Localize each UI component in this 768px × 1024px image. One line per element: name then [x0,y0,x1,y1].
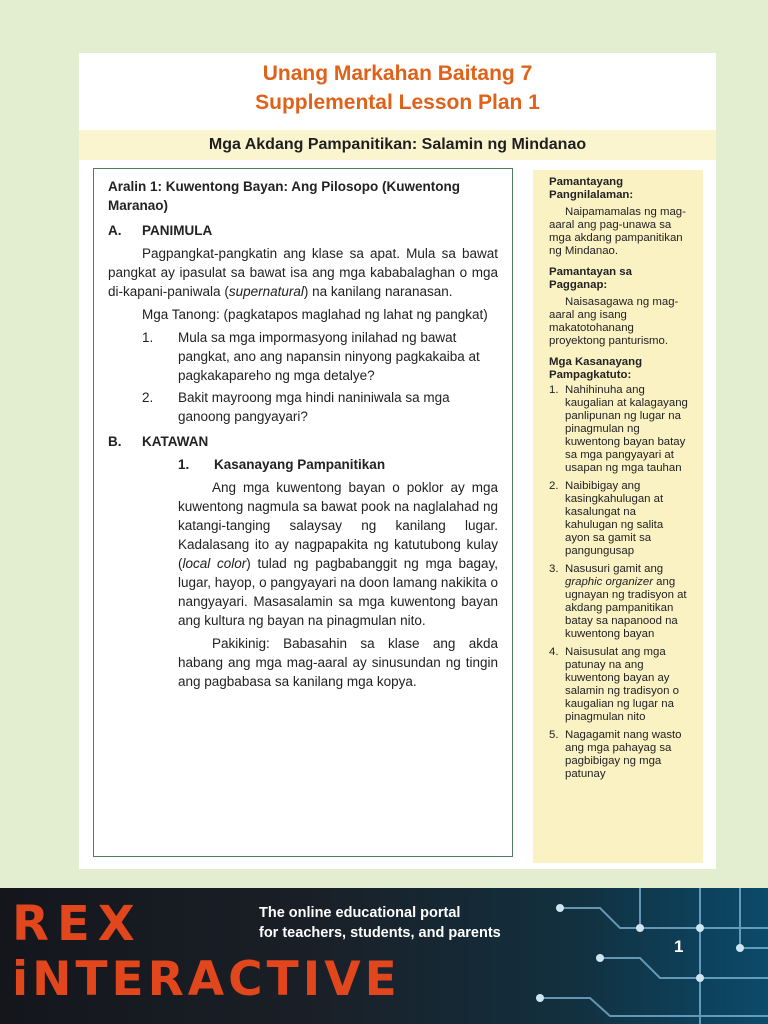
panimula-p1-end: ) na kanilang naranasan. [303,284,453,299]
section-a-title: PANIMULA [142,223,213,238]
item-text-italic: graphic organizer [565,576,654,588]
item-number: 3. [549,563,559,575]
logo-line-2: iNTERACTIVE [12,952,401,1007]
logo-line-1: REX [12,896,143,952]
subsection-1-title: Kasanayang Pampanitikan [214,457,386,472]
panimula-p1-italic: supernatural [228,284,304,299]
item-text: Naibibigay ang kasingkahulugan at kasalungat na kahulugan ng salita ayon sa gamit sa pangungusap [565,480,664,557]
tagline-line-1: The online educational portal [259,905,461,921]
page-number: 1 [674,937,684,956]
item-text: Nagagamit nang wasto ang mga pahayag sa pagbibigay ng mga patunay [565,729,682,780]
pagganap-body: Naisasagawa ng mag-aaral ang isang makatotohanang proyektong panturismo. [549,296,679,347]
kasanayan-heading: Mga Kasanayang Pampagkatuto: [549,356,643,381]
aralin-heading: Aralin 1: Kuwentong Bayan: Ang Pilosopo (Kuwentong Maranao) [108,179,460,213]
pangnilalaman-heading: Pamantayang Pangnilalaman: [549,176,634,201]
title-line-2: Supplemental Lesson Plan 1 [255,91,540,114]
list-item [549,480,691,558]
item-text-end: ang ugnayan ng tradisyon at akdang pampanitikan batay sa napanood na kuwentong bayan [565,576,687,640]
item-text-start: Nasusuri gamit ang [565,563,664,575]
item-text: Nahihinuha ang kaugalian at kalagayang panlipunan ng lugar na pinagmulan ng kuwentong bayan batay sa mga pangyayari at usapan ng mga tauhan [565,384,688,474]
pangnilalaman-body: Naipamamalas ng mag-aaral ang pag-unawa sa mga akdang pampanitikan ng Mindanao. [549,206,686,257]
page-title [79,59,716,117]
question-text: Mula sa mga impormasyong inilahad ng bawat pangkat, ano ang napansin ninyong pagkakaiba at pagkakapareho ng mga detalye? [178,330,480,383]
katawan-paragraph-1 [178,478,498,630]
list-item [549,563,691,641]
subsection-1-heading [178,455,498,474]
lesson-page [79,53,716,869]
portal-tagline [259,903,559,943]
section-b-title: KATAWAN [142,434,209,449]
section-b-heading [108,432,498,451]
katawan-paragraph-2: Pakikinig: Babasahin sa klase ang akda habang ang mga mag-aaral ay sinusundan ng tingin ang pagbabasa sa kanilang mga kopya. [178,636,498,689]
pangnilalaman-text [549,206,691,258]
kasanayan-list [549,384,691,781]
item-text: Naisusulat ang mga patunay na ang kuwentong bayan ay salamin ng tradisyon o kaugalian ng lugar na pinagmulan nito [565,646,679,723]
item-number: 2. [549,480,559,492]
list-item [108,388,498,426]
katawan-p1-text: Ang mga kuwentong bayan o poklor ay mga kuwentong nagmula sa bawat pook na naglalahad ng katangi-tanging salaysay ng kanilang lugar. Kadalasang ito ay nagpapakita ng katutubong kulay ( [178,480,498,571]
item-number: 1. [549,384,559,396]
section-a-letter: A. [108,223,122,238]
panimula-p1-text: Pagpangkat-pangkatin ang klase sa apat. Mula sa bawat pangkat ay ipasulat sa bawat isa ang mga kababalaghan o mga di-kapani-paniwala ( [108,246,498,299]
lesson-content-box [93,168,513,857]
item-number: 4. [549,646,559,658]
katawan-p1-italic: local color [182,556,247,571]
section-a-heading [108,221,498,240]
list-item [549,729,691,781]
panimula-paragraph-1 [108,244,498,301]
panimula-paragraph-2: Mga Tanong: (pagkatapos maglahad ng lahat ng pangkat) [142,307,488,322]
lesson-subtitle: Mga Akdang Pampanitikan: Salamin ng Mindanao [79,130,716,160]
item-number: 5. [549,729,559,741]
question-number: 1. [142,330,154,345]
pagganap-text [549,296,691,348]
subsection-1-number: 1. [178,457,190,472]
katawan-p1-end: ) tulad ng pagbabanggit ng mga bagay, lugar, hayop, o pangyayari na doon lamang nakikita o nangyayari. Masasalamin sa mga kuwentong bayan ang kultura ng bayan na pinagmulan nito. [178,556,498,628]
list-item [549,384,691,475]
question-text: Bakit mayroong mga hindi naniniwala sa mga ganoong pangyayari? [178,390,450,424]
pagganap-heading: Pamantayan sa Pagganap: [549,266,632,291]
list-item [108,328,498,385]
tagline-line-2: for teachers, students, and parents [259,925,501,941]
standards-sidebar [533,170,703,863]
section-b-letter: B. [108,434,122,449]
question-number: 2. [142,390,154,405]
footer-banner [0,888,768,1024]
title-line-1: Unang Markahan Baitang 7 [262,62,533,85]
list-item [549,646,691,724]
katawan-subsection [108,455,498,691]
questions-list [108,328,498,426]
